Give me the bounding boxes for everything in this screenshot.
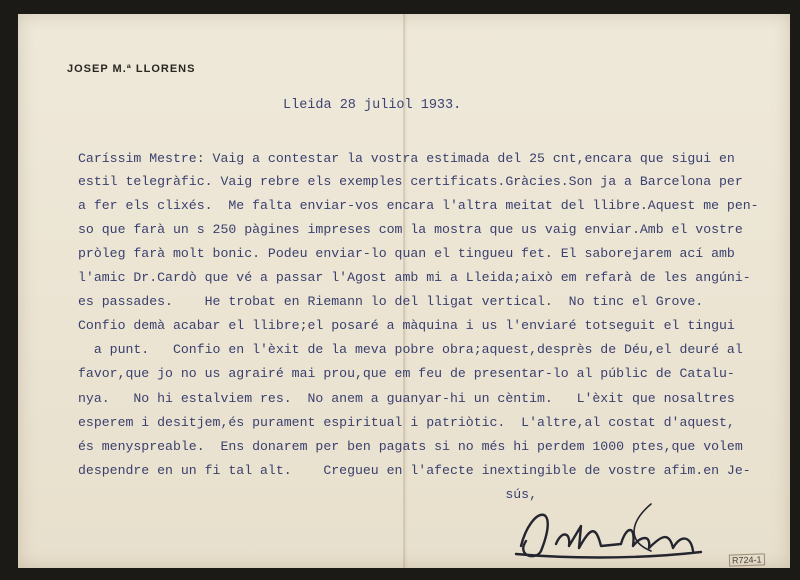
letter-date: Lleida 28 juliol 1933.	[283, 98, 462, 113]
letterhead: JOSEP M.ª LLORENS	[67, 63, 196, 75]
letter-line: l'amic Dr.Cardò que vé a passar l'Agost amb mi a Lleida;això em refarà de les angúni-	[78, 270, 751, 285]
letter-line: estil telegràfic. Vaig rebre els exemples certificats.Gràcies.Son ja a Barcelona per	[78, 174, 743, 189]
letter-line: esperem i desitjem,és purament espiritual i patriòtic. L'altre,al costat d'aquest,	[78, 415, 735, 430]
letter-line: Caríssim Mestre: Vaig a contestar la vostra estimada del 25 cnt,encara que sigui en	[78, 151, 735, 166]
letter-sheet	[18, 14, 790, 568]
letter-line: pròleg farà molt bonic. Podeu enviar-lo quan el tingueu fet. El saborejarem ací amb	[78, 246, 735, 261]
letter-line: despendre en un fi tal alt. Cregueu en l'afecte inextingible de vostre afim.en Je-	[78, 463, 751, 478]
letter-line: a fer els clixés. Me falta enviar-vos encara l'altra meitat del llibre.Aquest me pen-	[78, 198, 759, 213]
letter-line: so que farà un s 250 pàgines impreses com la mostra que us vaig enviar.Amb el vostre	[78, 222, 743, 237]
letter-line: es passades. He trobat en Riemann lo del lligat vertical. No tinc el Grove.	[78, 294, 704, 309]
letter-line: és menyspreable. Ens donarem per ben pagats si no més hi perdem 1000 ptes,que volem	[78, 439, 743, 454]
letter-line: favor,que jo no us agrairé mai prou,que em feu de presentar-lo al públic de Catalu-	[78, 366, 735, 381]
signature-image	[501, 496, 711, 566]
letter-line: a punt. Confio en l'èxit de la meva pobre obra;aquest,desprès de Déu,el deuré al	[78, 342, 743, 357]
archive-mark: R724-1	[729, 553, 765, 566]
letter-line: nya. No hi estalviem res. No anem a guanyar-hi un cèntim. L'èxit que nosaltres	[78, 391, 735, 406]
letter-line: sús,	[78, 487, 537, 502]
letter-line: Confio demà acabar el llibre;el posaré a màquina i us l'enviaré totseguit el tingui	[78, 318, 735, 333]
